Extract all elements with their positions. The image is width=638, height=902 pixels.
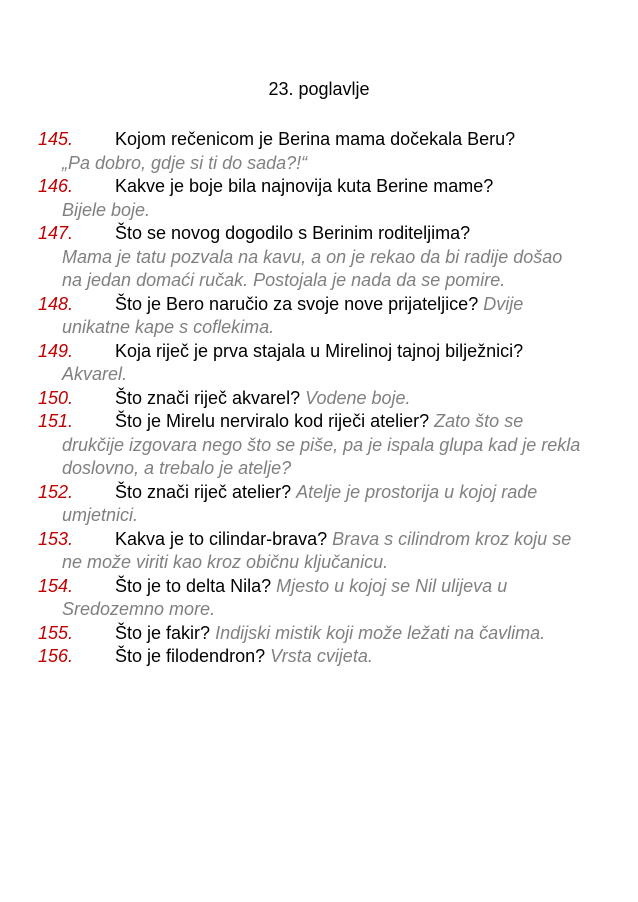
question-number: 150. <box>38 387 74 408</box>
question-text: Što je filodendron? <box>115 646 266 666</box>
answer-text: Vrsta cvijeta. <box>270 646 373 666</box>
question-text: Što je Bero naručio za svoje nove prijateljice? <box>115 293 479 314</box>
qa-item-150 <box>38 387 583 411</box>
question-number: 156. <box>38 646 74 666</box>
qa-item-147 <box>38 222 583 293</box>
question-number: 153. <box>38 528 74 549</box>
question-number: 152. <box>38 481 74 502</box>
question-number: 149. <box>38 340 74 361</box>
qa-item-149 <box>38 340 583 387</box>
qa-item-146 <box>38 175 583 222</box>
question-text: Što se novog dogodilo s Berinim roditeljima? <box>115 223 471 243</box>
question-text: Koja riječ je prva stajala u Mirelinoj tajnoj bilježnici? <box>115 340 524 361</box>
question-number: 155. <box>38 622 74 643</box>
qa-item-152 <box>38 481 583 528</box>
answer-text: Indijski mistik koji može ležati na čavlima. <box>215 622 546 643</box>
question-number: 151. <box>38 411 74 431</box>
answer-text: Brava s cilindrom kroz koju se ne može viriti kao kroz običnu ključanicu. <box>62 528 572 572</box>
question-number: 147. <box>38 223 74 243</box>
question-text: Što znači riječ akvarel? <box>115 387 301 408</box>
qa-item-151 <box>38 410 583 481</box>
question-number: 145. <box>38 129 74 149</box>
answer-text: Vodene boje. <box>305 387 411 408</box>
answer-text: Mama je tatu pozvala na kavu, a on je rekao da bi radije došao na jedan domaći ručak. Postojala je nada da se pomire. <box>62 246 563 290</box>
question-number: 146. <box>38 176 74 196</box>
qa-item-145 <box>38 128 583 175</box>
question-text: Kakve je boje bila najnovija kuta Berine mame? <box>115 176 494 196</box>
question-text: Što je to delta Nila? <box>115 575 272 596</box>
qa-item-148 <box>38 293 583 340</box>
question-number: 154. <box>38 575 74 596</box>
answer-text: „Pa dobro, gdje si ti do sada?!“ <box>62 152 308 173</box>
question-text: Što je fakir? <box>115 622 211 643</box>
answer-text: Bijele boje. <box>62 199 151 220</box>
answer-text: Akvarel. <box>62 364 128 384</box>
question-text: Kojom rečenicom je Berina mama dočekala Beru? <box>115 129 516 149</box>
question-number: 148. <box>38 293 74 314</box>
answer-text: Dvije unikatne kape s coflekima. <box>62 293 524 337</box>
qa-item-156 <box>38 645 583 669</box>
qa-item-155 <box>38 622 583 646</box>
question-text: Što znači riječ atelier? <box>115 481 292 502</box>
answer-text: Atelje je prostorija u kojoj rade umjetnici. <box>62 481 538 525</box>
answer-text: Mjesto u kojoj se Nil ulijeva u Sredozemno more. <box>62 575 508 619</box>
qa-item-153 <box>38 528 583 575</box>
question-text: Kakva je to cilindar-brava? <box>115 528 328 549</box>
question-text: Što je Mirelu nerviralo kod riječi atelier? <box>115 411 430 431</box>
qa-item-154 <box>38 575 583 622</box>
answer-text: Zato što se drukčije izgovara nego što se piše, pa je ispala glupa kad je rekla doslovno, a trebalo je atelje? <box>62 411 581 478</box>
chapter-title: 23. poglavlje <box>268 79 370 99</box>
qa-list <box>38 128 583 669</box>
